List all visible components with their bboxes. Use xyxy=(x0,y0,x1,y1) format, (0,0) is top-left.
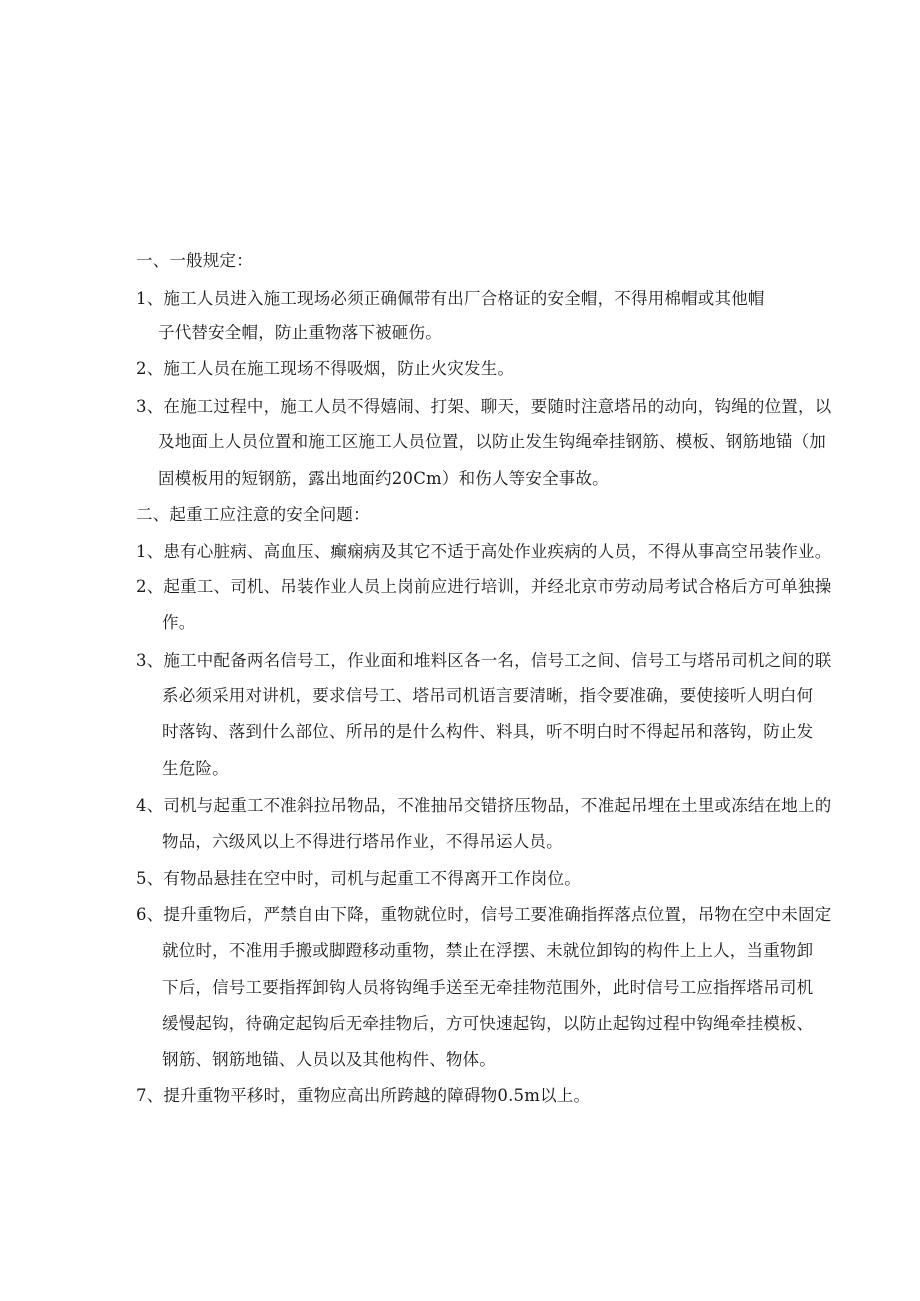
rule-1-line-1: 1、施工人员进入施工现场必须正确佩带有出厂合格证的安全帽，不得用棉帽或其他帽 xyxy=(136,289,765,308)
rigger-rule-4-line-1: 4、司机与起重工不准斜拉吊物品，不准抽吊交错挤压物品，不准起吊埋在土里或冻结在地上的 xyxy=(136,796,832,815)
rigger-rule-3-line-4: 生危险。 xyxy=(162,759,229,778)
rigger-rule-3-line-3: 时落钩、落到什么部位、所吊的是什么构件、料具，听不明白时不得起吊和落钩，防止发 xyxy=(162,722,814,741)
rule-3-line-2: 及地面上人员位置和施工区施工人员位置，以防止发生钩绳牵挂钢筋、模板、钢筋地锚（加 xyxy=(158,432,826,451)
rigger-rule-6-line-5: 钢筋、钢筋地锚、人员以及其他构件、物体。 xyxy=(162,1050,496,1069)
rigger-rule-2-line-1: 2、起重工、司机、吊装作业人员上岗前应进行培训，并经北京市劳动局考试合格后方可单独操 xyxy=(136,577,832,596)
rigger-rule-6-line-3: 下后，信号工要指挥卸钩人员将钩绳手送至无牵挂物范围外，此时信号工应指挥塔吊司机 xyxy=(162,978,814,997)
rigger-rule-5-line-1: 5、有物品悬挂在空中时，司机与起重工不得离开工作岗位。 xyxy=(136,869,581,888)
rigger-rule-2-line-2: 作。 xyxy=(162,613,196,632)
rigger-rule-1-line-1: 1、患有心脏病、高血压、癫痫病及其它不适于高处作业疾病的人员，不得从事高空吊装作业。 xyxy=(136,542,832,561)
rigger-rule-6-line-4: 缓慢起钩，待确定起钩后无牵挂物后，方可快速起钩，以防止起钩过程中钩绳牵挂模板、 xyxy=(162,1014,814,1033)
rigger-rule-4-line-2: 物品，六级风以上不得进行塔吊作业，不得吊运人员。 xyxy=(162,832,563,851)
rule-1-line-2: 子代替安全帽，防止重物落下被砸伤。 xyxy=(158,323,442,342)
section-heading-general-rules: 一、一般规定： xyxy=(136,251,253,270)
rule-3-line-3: 固模板用的短钢筋，露出地面约20Cm）和伤人等安全事故。 xyxy=(158,469,609,488)
rigger-rule-3-line-2: 系必须采用对讲机，要求信号工、塔吊司机语言要清晰，指令要准确，要使接听人明白何 xyxy=(162,686,814,705)
rigger-rule-6-line-2: 就位时，不准用手搬或脚蹬移动重物，禁止在浮摆、未就位卸钩的构件上上人，当重物卸 xyxy=(162,941,814,960)
rule-2-line-1: 2、施工人员在施工现场不得吸烟，防止火灾发生。 xyxy=(136,359,515,378)
rule-3-line-1: 3、在施工过程中，施工人员不得嬉闹、打架、聊天，要随时注意塔吊的动向，钩绳的位置，以 xyxy=(136,397,832,416)
rigger-rule-3-line-1: 3、施工中配备两名信号工，作业面和堆料区各一名，信号工之间、信号工与塔吊司机之间的联 xyxy=(136,651,832,670)
rigger-rule-7-line-1: 7、提升重物平移时，重物应高出所跨越的障碍物0.5m以上。 xyxy=(136,1086,591,1105)
rigger-rule-6-line-1: 6、提升重物后，严禁自由下降，重物就位时，信号工要准确指挥落点位置，吊物在空中未固定 xyxy=(136,905,832,924)
section-heading-rigger-safety: 二、起重工应注意的安全问题： xyxy=(136,505,370,524)
